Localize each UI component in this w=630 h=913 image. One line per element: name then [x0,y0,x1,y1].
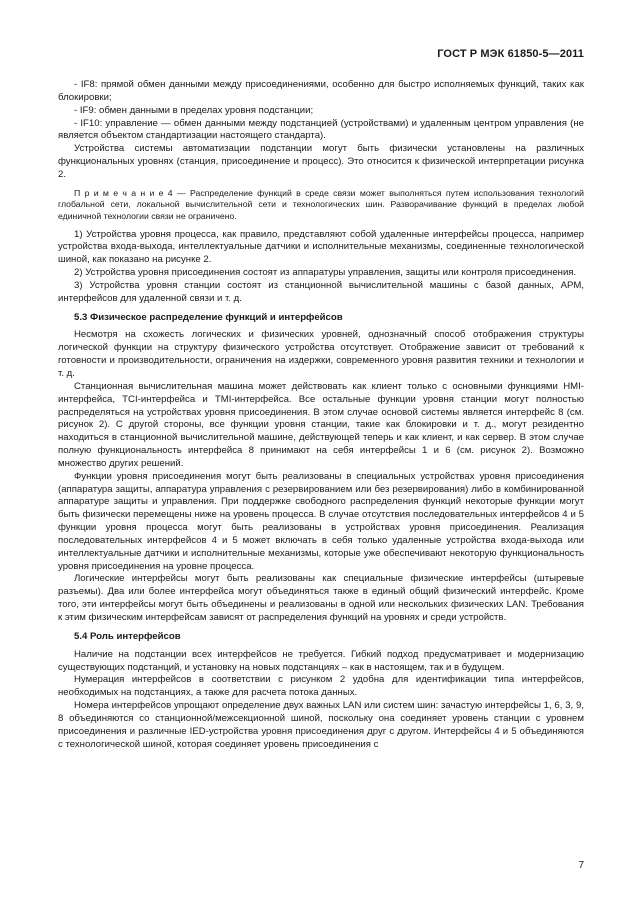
note-4 [58,188,584,223]
section-heading-5-3: 5.3 Физическое распределение функций и интерфейсов [74,311,343,323]
paragraph-bay-functions: Функции уровня присоединения могут быть реализованы в специальных устройствах уровня присоединения (аппаратура защиты, аппаратура управления с резервированием или без резервирования) либо в комбинированной аппаратуре защиты и управления. При поддержке свободного распределения функций некоторые функции могут быть физически перемещены ниже на уровень процесса. В случае отсутствия последовательных интерфейсов 4 и 5 функции уровня процесса могут быть реализованы в устройствах уровня присоединения. Реализация последовательных интерфейсов 4 и 5 может включать в себя только удаленные устройства входа-выхода или интеллектуальные датчики и исполнительные механизмы, которые уже обеспечивают некоторую функциональность уровня присоединения на уровне процесса. [58,470,584,572]
paragraph-interfaces-presence: Наличие на подстанции всех интерфейсов не требуется. Гибкий подход предусматривает и модернизацию существующих подстанций, и установку на новых подстанциях – как в настоящем, так и в будущем. [58,648,584,673]
paragraph-bay-level: 2) Устройства уровня присоединения состоят из аппаратуры управления, защиты или контроля присоединения. [74,267,577,279]
paragraph-process-level: 1) Устройства уровня процесса, как правило, представляют собой удаленные интерфейсы процесса, например устройства входа-выхода, интеллектуальные датчики и исполнительные механизмы, соединенные технологической шиной, как показано на рисунке 2. [58,228,584,266]
note-text: — Распределение функций в среде связи может выполняться путем использования технологий глобальной сети, локальной вычислительной сети и технологических шин. Разворачивание функций в пределах любой единичной технологии связи не ограничено. [58,187,584,221]
section-heading-5-4: 5.4 Роль интерфейсов [74,630,181,642]
paragraph-if8: - IF8: прямой обмен данными между присоединениями, особенно для быстро исполняемых функций, таких как блокировки; [58,79,584,103]
paragraph-station-level: 3) Устройства уровня станции состоят из станционной вычислительной машины с базой данных, АРМ, интерфейсов для удаленной связи и т. д. [58,279,584,304]
paragraph-station-computer: Станционная вычислительная машина может действовать как клиент только с основными функциями HMI-интерфейса, TCI-интерфейса и TMI-интерфейса. Все остальные функции уровня станции могут полностью распределяться на устройствах уровня присоединения. В этом случае основой системы является интерфейс 8 (см. рисунок 2). С другой стороны, все функции уровня станции, такие как блокировки и т. д., могут резидентно находиться в станционной вычислительной машине, действующей теперь и как клиент, и как сервер. В этом случае полную функциональность интерфейса 8 принимают на себя интерфейсы 1 и 6 (см. рисунок 2). Возможно множество других решений. [58,380,584,469]
paragraph-if10: - IF10: управление — обмен данными между подстанцией (устройствами) и удаленным центром управления (не является объектом стандартизации настоящего стандарта). [58,117,584,142]
paragraph-logical-interfaces: Логические интерфейсы могут быть реализованы как специальные физические интерфейсы (штыревые разъемы). Два или более интерфейса могут объединяться также в единый общий физический интерфейс. Кроме того, эти интерфейсы могут быть объединены и реализованы в одной или нескольких физических LAN. Требования к этим физическим интерфейсам зависят от распределения функций на уровнях и среди устройств. [58,573,584,623]
paragraph-if9: - IF9: обмен данными в пределах уровня подстанции; [74,104,314,116]
paragraph-physical-levels: Устройства системы автоматизации подстанции могут быть физически установлены на различных функциональных уровнях (станция, присоединение и процесс). Это относится к физической интерпретации рисунка 2. [58,143,584,180]
document-header: ГОСТ Р МЭК 61850-5—2011 [437,48,584,60]
page-number: 7 [578,860,584,871]
paragraph-interface-numbering: Нумерация интерфейсов в соответствии с рисунком 2 удобна для идентификации типа интерфейсов, необходимых на подстанциях, а также для расчета потока данных. [58,674,584,699]
paragraph-mapping: Несмотря на схожесть логических и физических уровней, однозначный способ отображения структуры логической функции на структуру физического устройства отсутствует. Отображение зависит от требований к готовности и производительности, ограничения на издержки, современного уровня развития техники и технологии и т. д. [58,329,584,379]
paragraph-interface-buses: Номера интерфейсов упрощают определение двух важных LAN или систем шин: зачастую интерфейсы 1, 6, 3, 9, 8 объединяются со станционной/межсекционной шиной, поскольку она соединяет уровень станции с уровнем присоединения и различные IED-устройства уровня присоединения друг с другом. Интерфейсы 4 и 5 объединяются с технологической шиной, которая соединяет уровень присоединения с [58,700,584,750]
document-body [58,79,584,751]
note-label: П р и м е ч а н и е 4 [74,187,173,198]
